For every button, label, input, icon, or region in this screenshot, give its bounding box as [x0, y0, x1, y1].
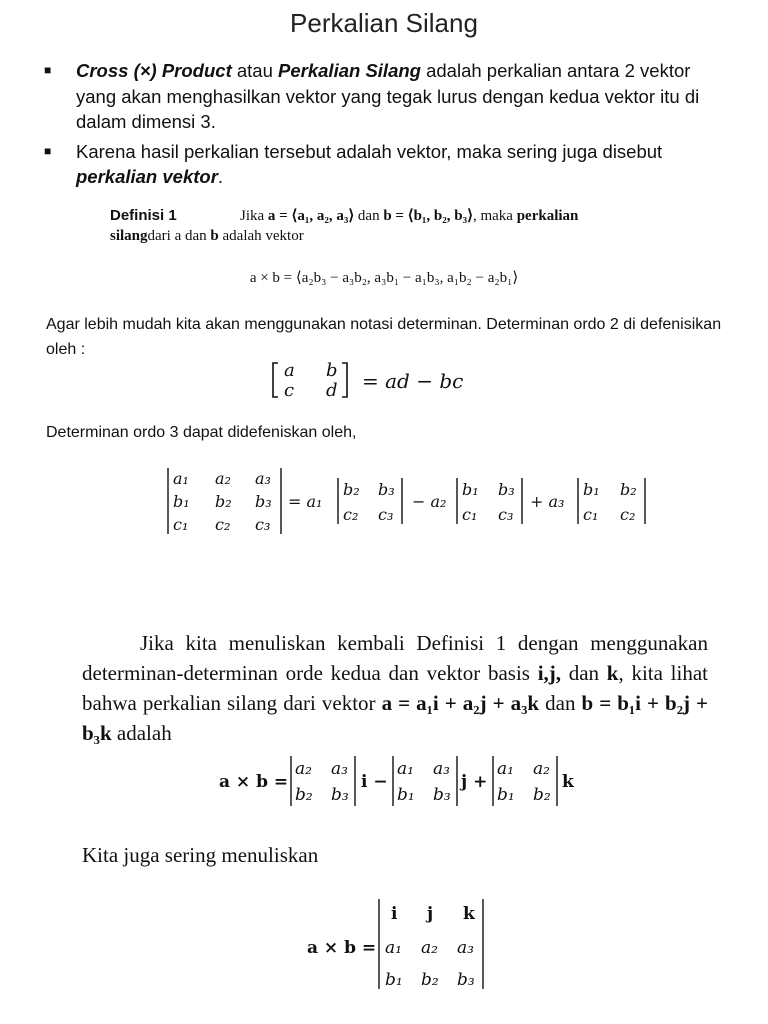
minor-entry: b₂ — [533, 785, 551, 805]
cross-product-matrix-formula — [305, 895, 495, 995]
bullet-text: Karena hasil perkalian tersebut adalah vektor, maka sering juga disebut — [76, 140, 663, 162]
minor-entry: a₃ — [331, 759, 348, 779]
definition-text: dan — [354, 208, 384, 224]
matrix-entry: c₂ — [215, 515, 231, 534]
matrix-entry: b₂ — [421, 970, 439, 990]
bracket-left — [273, 363, 278, 397]
basis-ij: i,j, — [537, 661, 562, 685]
matrix-entry: b — [326, 360, 338, 381]
page-title: Perkalian Silang — [290, 8, 478, 38]
minor-entry: b₃ — [378, 480, 395, 499]
minor-entry: b₃ — [331, 785, 349, 805]
term-cross-product: Cross (×) Product — [76, 60, 232, 81]
matrix-entry: b₃ — [255, 492, 272, 511]
paragraph-text: dan — [561, 661, 607, 685]
matrix-entry: a — [284, 360, 295, 381]
term-perkalian-vektor: perkalian vektor — [76, 166, 218, 187]
definition-formula: a × b = ⟨a₂b₃ − a₃b₂, a₃b₁ − a₁b₃, a₁b₂ − a₂b₁⟩ — [249, 270, 519, 286]
definition-term: silang — [110, 228, 148, 244]
matrix-entry: a₂ — [215, 469, 231, 488]
minor-entry: a₁ — [497, 759, 514, 779]
formula-lhs: a × b = — [307, 938, 377, 958]
matrix-entry: i — [391, 904, 398, 924]
minor-entry: c₂ — [620, 505, 636, 524]
bullet-marker-icon: ■ — [44, 63, 52, 77]
matrix-entry: a₂ — [421, 938, 438, 958]
minor-entry: c₁ — [462, 505, 478, 524]
matrix-entry: d — [326, 380, 338, 400]
matrix-entry: b₃ — [457, 970, 475, 990]
det2-intro: Agar lebih mudah kita akan menggunakan notasi determinan. Determinan ordo 2 di defenisikan oleh : — [46, 316, 722, 358]
basis-k: k — [562, 772, 574, 792]
matrix-entry: b₂ — [215, 492, 232, 511]
matrix-entry: c₃ — [255, 515, 271, 534]
paragraph-juga: Kita juga sering menuliskan — [82, 843, 319, 867]
minor-entry: b₁ — [497, 785, 515, 805]
definition-term: perkalian — [516, 208, 579, 224]
definition-var: b — [210, 228, 219, 244]
paragraph-text: Jika kita menuliskan kembali Definisi 1 dengan menggunakan determinan-determinan orde kedua dan vektor basis — [82, 631, 708, 685]
bullet-item-2 — [44, 139, 724, 190]
basis-i: i − — [361, 772, 388, 792]
det2-rhs: = ad − bc — [362, 369, 464, 393]
det3-intro: Determinan ordo 3 dapat didefeniskan oleh, — [46, 424, 357, 441]
bullet-text: adalah perkalian antara 2 vektor yang akan menghasilkan vektor yang tegak lurus dengan kedua vektor itu di dalam dimensi 3. — [76, 60, 700, 132]
term-perkalian-silang: Perkalian Silang — [278, 60, 421, 81]
matrix-entry: j — [427, 904, 434, 924]
definition-text: Jika — [240, 208, 268, 224]
minor-entry: c₃ — [498, 505, 514, 524]
minor-entry: b₁ — [462, 480, 479, 499]
vector-a-expression: a = a₁i + a₂j + a₃k — [381, 691, 540, 715]
vector-b: b = ⟨b₁, b₂, b₃⟩ — [383, 208, 473, 224]
bracket-right — [342, 363, 347, 397]
bullet-text: atau — [231, 60, 279, 81]
paragraph-text: , kita lihat bahwa perkalian silang dari vektor — [82, 661, 708, 715]
matrix-entry: c₁ — [173, 515, 189, 534]
minor-entry: c₃ — [378, 505, 394, 524]
matrix-entry: a₃ — [255, 469, 271, 488]
minor-entry: c₁ — [583, 505, 599, 524]
definition-label: Definisi 1 — [110, 207, 177, 224]
vector-a: a = ⟨a₁, a₂, a₃⟩ — [267, 208, 355, 224]
bullet-text: . — [217, 166, 224, 187]
minor-entry: a₂ — [533, 759, 550, 779]
bullet-item-1 — [44, 58, 724, 135]
definition-text: adalah vektor — [218, 228, 304, 244]
bullet-list — [44, 58, 724, 194]
basis-j: j + — [461, 772, 488, 792]
minor-entry: b₂ — [343, 480, 360, 499]
matrix-entry: a₁ — [173, 469, 189, 488]
det3-formula — [160, 462, 660, 538]
matrix-entry: c — [284, 380, 295, 400]
cross-product-determinant-formula — [215, 752, 585, 810]
paragraph-text: dan — [539, 691, 582, 715]
basis-k: k — [606, 661, 619, 685]
matrix-entry: a₃ — [457, 938, 474, 958]
minor-entry: b₃ — [433, 785, 451, 805]
definition-block — [110, 206, 710, 246]
cross-determinant-paragraph — [82, 628, 708, 748]
bullet-marker-icon: ■ — [44, 143, 52, 158]
minor-entry: c₂ — [343, 505, 359, 524]
matrix-entry: b₁ — [173, 492, 190, 511]
matrix-entry: k — [463, 904, 475, 924]
minor-entry: b₁ — [583, 480, 600, 499]
matrix-entry: a₁ — [385, 938, 402, 958]
paragraph-text: adalah — [111, 721, 172, 745]
definition-text: dari a dan — [147, 228, 211, 244]
minor-entry: a₁ — [397, 759, 414, 779]
det2-formula — [270, 360, 500, 400]
minor-entry: b₃ — [498, 480, 515, 499]
vector-b-expression: b = b₁i + b₂j + b₃k — [82, 691, 709, 745]
minor-entry: a₃ — [433, 759, 450, 779]
minor-entry: b₂ — [295, 785, 313, 805]
det3-term: + a₃ — [530, 492, 565, 511]
minor-entry: a₂ — [295, 759, 312, 779]
formula-lhs: a × b = — [219, 772, 289, 792]
matrix-entry: b₁ — [385, 970, 403, 990]
minor-entry: b₁ — [397, 785, 415, 805]
minor-entry: b₂ — [620, 480, 637, 499]
definition-text: , maka — [472, 208, 517, 224]
det3-term: − a₂ — [412, 492, 447, 511]
det3-term: = a₁ — [288, 492, 323, 511]
